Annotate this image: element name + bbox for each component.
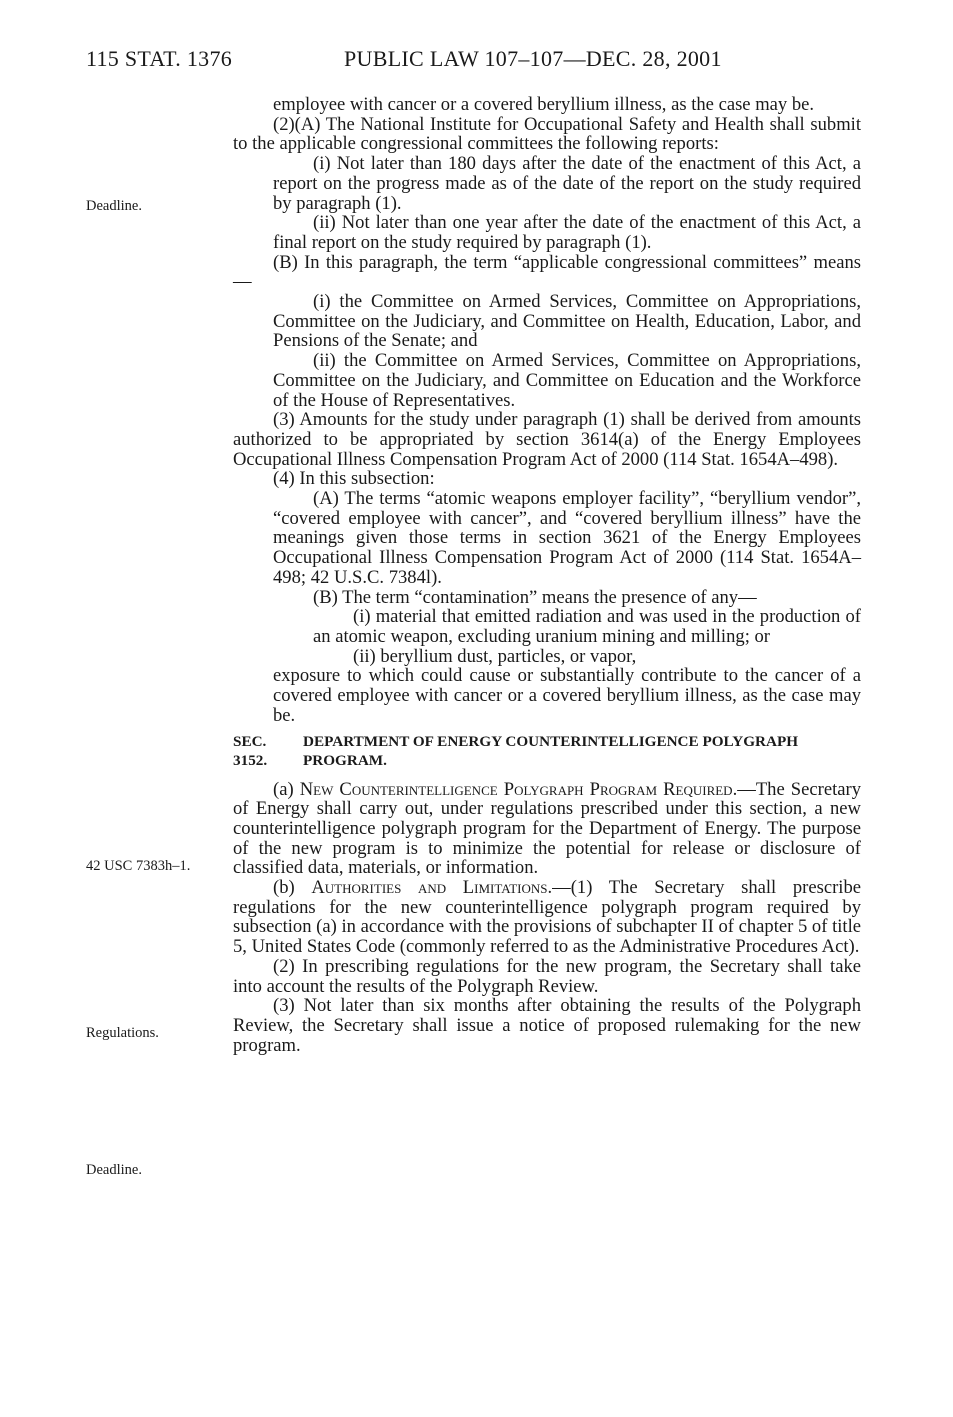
subsection-letter: (a) xyxy=(273,778,294,800)
paragraph: (3) Not later than six months after obtaining the results of the Polygraph Review, the Secretary shall issue a notice of proposed rulemaking for the new program. xyxy=(233,995,861,1056)
paragraph: (ii) beryllium dust, particles, or vapor, xyxy=(353,645,637,667)
subsection-text: —The Secretary of Energy shall carry out, under regulations prescribed under this section, a new counterintelligence polygraph program for the Department of Energy. The purpose of the new program is to minimize the potential for release or disclosure of classified data, materials, or information. xyxy=(233,778,861,879)
paragraph: (A) The terms “atomic weapons employer facility”, “beryllium vendor”, “covered employee with cancer”, and “covered beryllium illness” have the meanings given those terms in section 3621 of the Energy Employees Occupational Illness Compensation Program Act of 2000 (114 Stat. 1654A–498; 42 U.S.C. 7384l). xyxy=(273,488,861,588)
subsection-heading: Authorities and Limitations. xyxy=(311,877,553,899)
section-title: DEPARTMENT OF ENERGY COUNTERINTELLIGENCE POLYGRAPH PROGRAM. xyxy=(303,732,799,769)
paragraph: (2)(A) The National Institute for Occupational Safety and Health shall submit to the applicable congressional committees the following reports: xyxy=(233,113,861,155)
subsection-heading: New Counterintelligence Polygraph Program Required. xyxy=(299,778,738,800)
paragraph: (i) material that emitted radiation and was used in the production of an atomic weapon, excluding uranium mining and milling; or xyxy=(313,606,861,647)
paragraph: (B) The term “contamination” means the presence of any— xyxy=(313,586,757,608)
paragraph xyxy=(233,780,861,879)
public-law-reference: PUBLIC LAW 107–107—DEC. 28, 2001 xyxy=(344,46,722,71)
paragraph: (i) the Committee on Armed Services, Committee on Appropriations, Committee on the Judiciary, and Committee on Health, Education, Labor, and Pensions of the Senate; and xyxy=(273,291,861,352)
stat-reference: 115 STAT. 1376 xyxy=(86,46,233,71)
paragraph: (ii) Not later than one year after the date of the enactment of this Act, a final report on the study required by paragraph (1). xyxy=(273,212,861,253)
paragraph xyxy=(233,878,861,957)
margin-note-usc: 42 USC 7383h–1. xyxy=(86,858,191,874)
paragraph: (B) In this paragraph, the term “applicable congressional committees” means— xyxy=(233,251,861,293)
margin-note-regulations: Regulations. xyxy=(86,1025,159,1041)
margin-note-deadline-2: Deadline. xyxy=(86,1162,142,1178)
margin-note-deadline: Deadline. xyxy=(86,198,142,214)
paragraph: (3) Amounts for the study under paragraph (1) shall be derived from amounts authorized to be appropriated by section 3614(a) of the Energy Employees Occupational Illness Compensation Program Act of 2000 (114 Stat. 1654A–498). xyxy=(233,409,861,470)
section-number: SEC. 3152. xyxy=(233,732,268,769)
paragraph: (4) In this subsection: xyxy=(273,468,435,490)
paragraph: exposure to which could cause or substantially contribute to the cancer of a covered employee with cancer or a covered beryllium illness, as the case may be. xyxy=(273,665,861,726)
paragraph: (i) Not later than 180 days after the date of the enactment of this Act, a report on the progress made as of the date of the report on the study required by paragraph (1). xyxy=(273,153,861,214)
statute-body xyxy=(233,95,861,1055)
subsection-text: —(1) The Secretary shall prescribe regulations for the new counterintelligence polygraph program required by subsection (a) in accordance with the provisions of subchapter II of chapter 5 of title 5, United States Code (commonly referred to as the Administrative Procedures Act). xyxy=(233,877,861,958)
section-heading xyxy=(233,732,861,770)
subsection-letter: (b) xyxy=(273,877,295,899)
paragraph: (ii) the Committee on Armed Services, Committee on Appropriations, Committee on the Judiciary, and Committee on Education and the Workforce of the House of Representatives. xyxy=(273,350,861,411)
paragraph: (2) In prescribing regulations for the new program, the Secretary shall take into account the results of the Polygraph Review. xyxy=(233,955,861,997)
paragraph: employee with cancer or a covered beryllium illness, as the case may be. xyxy=(273,94,815,115)
